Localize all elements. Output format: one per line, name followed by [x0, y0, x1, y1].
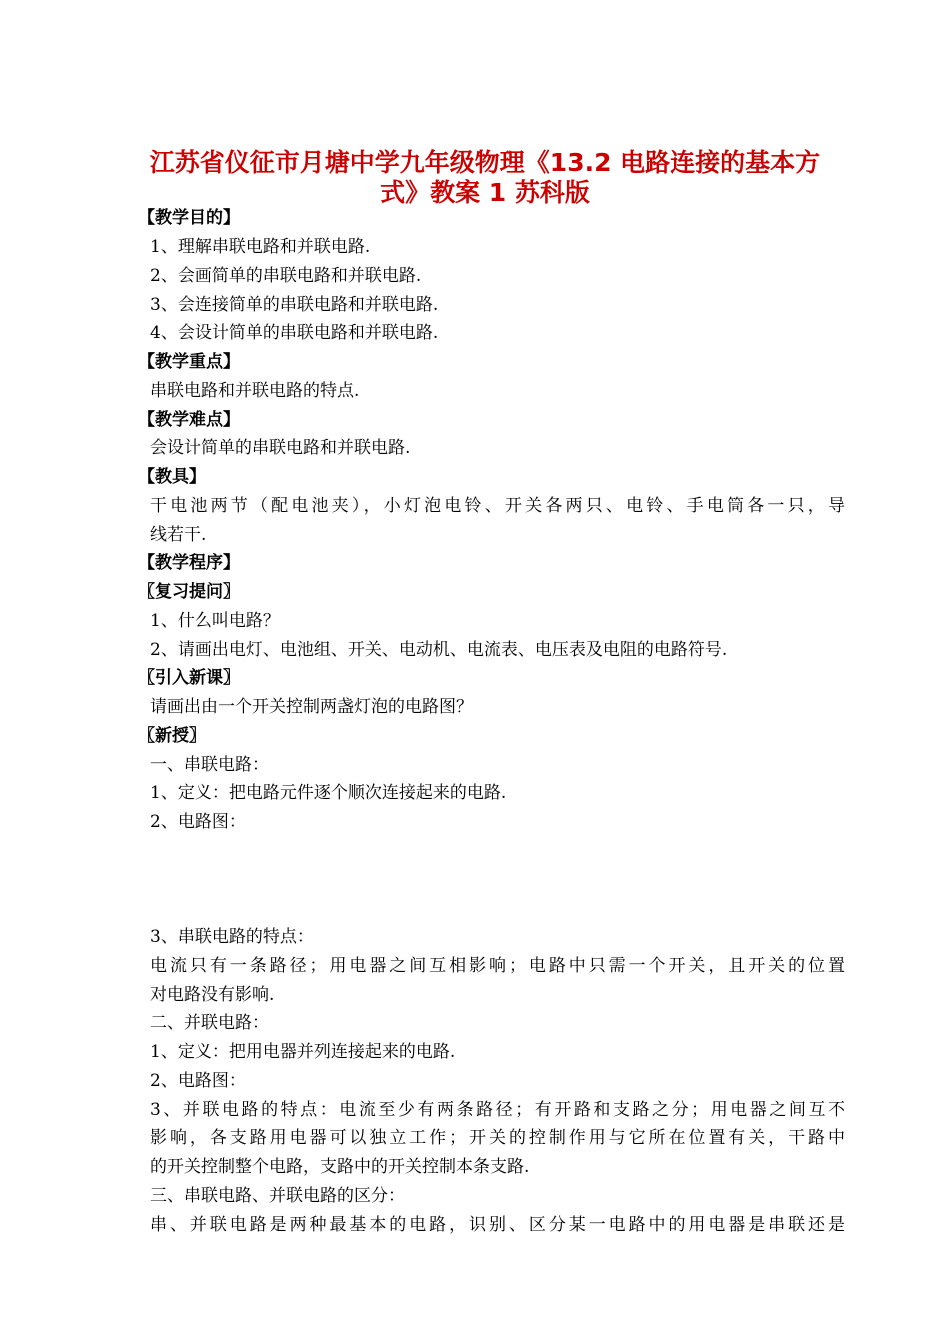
series-definition: 1、定义：把电路元件逐个顺次连接起来的电路. [150, 783, 507, 803]
parallel-features-line-1: 3、并联电路的特点：电流至少有两条路径；有开路和支路之分；用电器之间互不 [150, 1100, 845, 1120]
difficulties-text: 会设计简单的串联电路和并联电路. [150, 438, 411, 458]
distinction-line-1: 串、并联电路是两种最基本的电路，识别、区分某一电路中的用电器是串联还是 [150, 1215, 845, 1235]
key-points-text: 串联电路和并联电路的特点. [150, 381, 360, 401]
tools-text-line-2: 线若干. [150, 525, 207, 545]
series-features-line-1: 电流只有一条路径；用电器之间互相影响；电路中只需一个开关，且开关的位置 [150, 956, 845, 976]
goal-item: 1、理解串联电路和并联电路. [150, 237, 371, 257]
goals-heading: 【教学目的】 [138, 208, 240, 228]
goal-item: 4、会设计简单的串联电路和并联电路. [150, 323, 439, 343]
parallel-title: 二、并联电路： [150, 1013, 269, 1033]
tools-text-line-1: 干电池两节（配电池夹），小灯泡电铃、开关各两只、电铃、手电筒各一只，导 [150, 496, 845, 516]
series-features-line-2: 对电路没有影响. [150, 985, 275, 1005]
goal-item: 3、会连接简单的串联电路和并联电路. [150, 295, 439, 315]
intro-text: 请画出由一个开关控制两盏灯泡的电路图？ [150, 697, 473, 717]
difficulties-heading: 【教学难点】 [138, 410, 240, 430]
key-points-heading: 【教学重点】 [138, 352, 240, 372]
document-title-line-2: 式》教案 1 苏科版 [380, 178, 590, 207]
tools-heading: 【教具】 [138, 467, 206, 487]
series-features-title: 3、串联电路的特点： [150, 927, 314, 947]
intro-heading: 〖引入新课〗 [138, 668, 240, 688]
parallel-features-line-2: 影响，各支路用电器可以独立工作；开关的控制作用与它所在位置有关，干路中 [150, 1128, 845, 1148]
document-title-line-1: 江苏省仪征市月塘中学九年级物理《13.2 电路连接的基本方 [149, 148, 821, 177]
review-item: 1、什么叫电路？ [150, 611, 280, 631]
parallel-definition: 1、定义：把用电器并列连接起来的电路. [150, 1042, 456, 1062]
parallel-features-line-3: 的开关控制整个电路，支路中的开关控制本条支路. [150, 1157, 530, 1177]
procedure-heading: 【教学程序】 [138, 553, 240, 573]
goal-item: 2、会画简单的串联电路和并联电路. [150, 266, 422, 286]
series-diagram-label: 2、电路图： [150, 812, 246, 832]
distinction-title: 三、串联电路、并联电路的区分： [150, 1186, 405, 1206]
review-item: 2、请画出电灯、电池组、开关、电动机、电流表、电压表及电阻的电路符号. [150, 640, 728, 660]
new-lesson-heading: 〖新授〗 [138, 726, 206, 746]
series-title: 一、串联电路： [150, 755, 269, 775]
parallel-diagram-label: 2、电路图： [150, 1071, 246, 1091]
review-heading: 〖复习提问〗 [138, 582, 240, 602]
